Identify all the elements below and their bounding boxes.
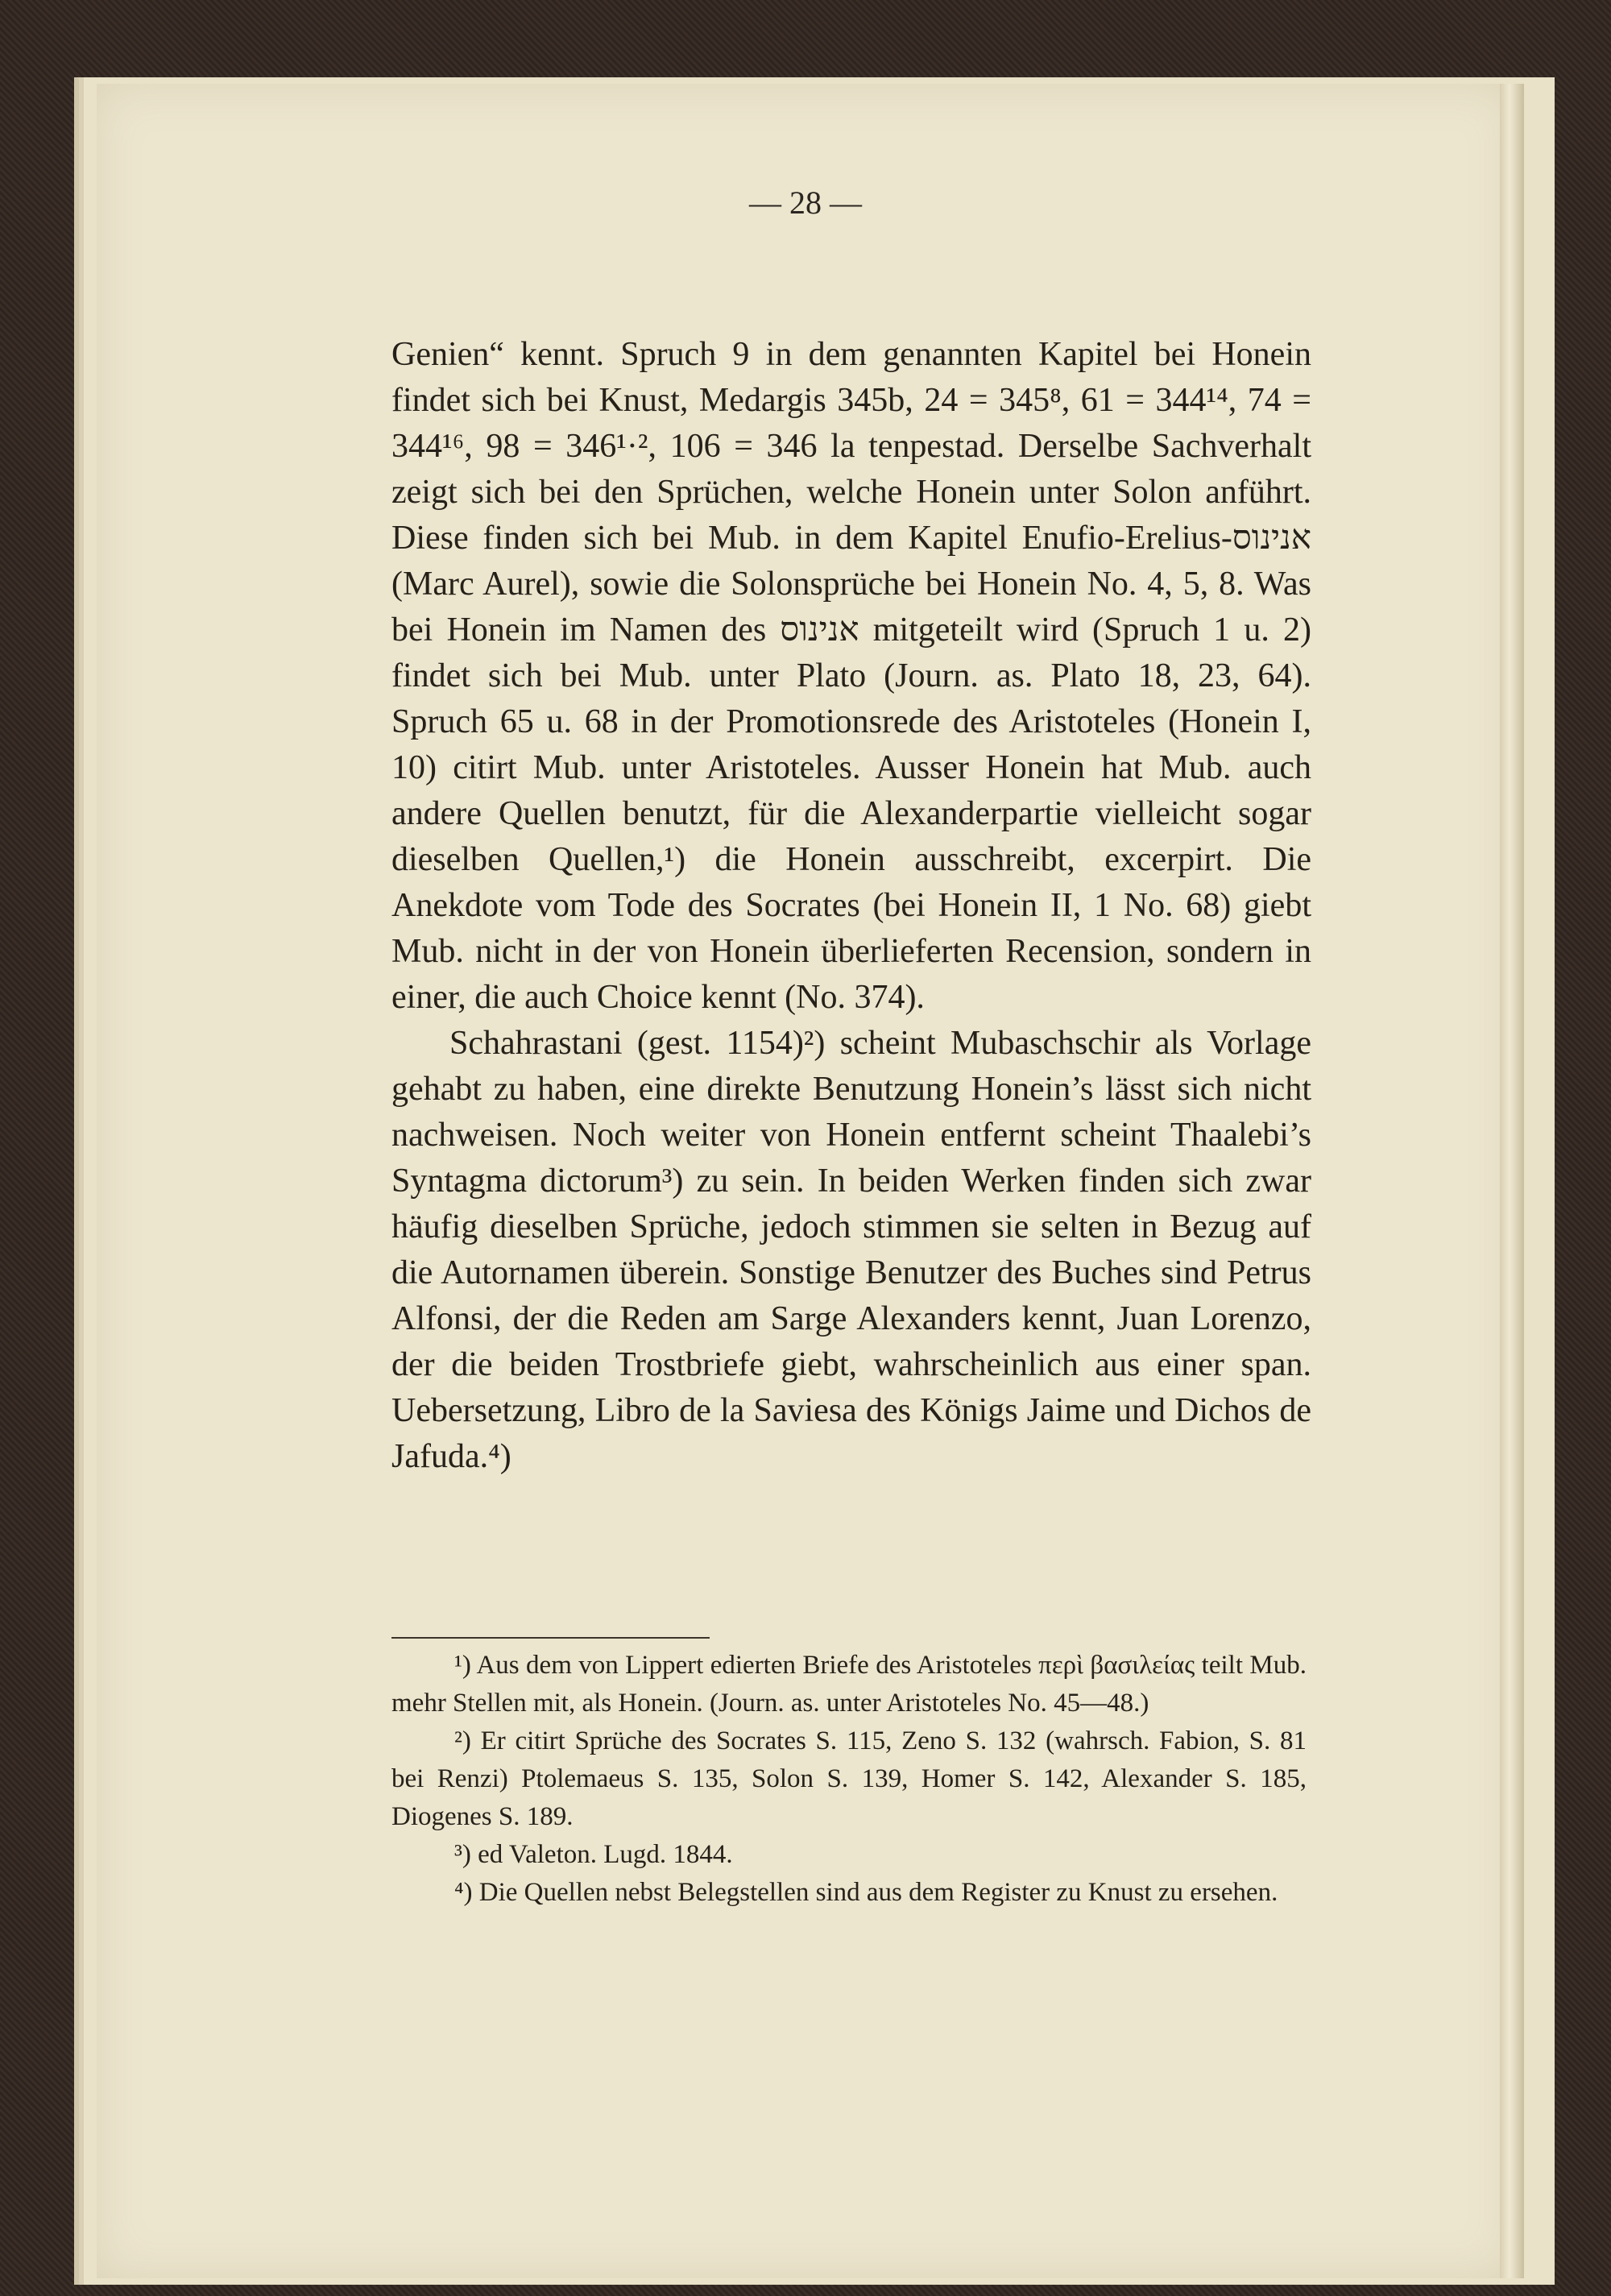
footnote-4: ⁴) Die Quellen nebst Belegstellen sind aus dem Register zu Knust zu ersehen. xyxy=(454,1878,1278,1907)
body-text xyxy=(391,332,1311,1480)
footnote-1: ¹) Aus dem von Lippert edierten Briefe des Aristoteles περὶ βασιλείας teilt Mub. mehr Stellen mit, als Honein. (Journ. as. unter Aristoteles No. 45—48.) xyxy=(391,1651,1307,1718)
paragraph-2: Schahrastani (gest. 1154)²) scheint Mubaschschir als Vorlage gehabt zu haben, eine direkte Benutzung Honein’s lässt sich nicht nachweisen. Noch weiter von Honein entfernt scheint Thaalebi’s Syntagma dictorum³) zu sein. In beiden Werken finden sich zwar häufig dieselben Sprüche, jedoch stimmen sie selten in Bezug auf die Autornamen überein. Sonstige Benutzer des Buches sind Petrus Alfonsi, der die Reden am Sarge Alexanders kennt, Juan Lorenzo, der die beiden Trostbriefe giebt, wahrscheinlich aus einer span. Uebersetzung, Libro de la Saviesa des Königs Jaime und Dichos de Jafuda.⁴) xyxy=(391,1025,1311,1475)
footnote-rule xyxy=(391,1637,710,1639)
page-edge xyxy=(1500,84,1524,2278)
page-number: — 28 — xyxy=(749,184,862,221)
paragraph-1: Genien“ kennt. Spruch 9 in dem genannten Kapitel bei Honein findet sich bei Knust, Medargis 345b, 24 = 345⁸, 61 = 344¹⁴, 74 = 344¹⁶, 98 = 346¹·², 106 = 346 la tenpestad. Derselbe Sachverhalt zeigt sich bei den Sprüchen, welche Honein unter Solon anführt. Diese finden sich bei Mub. in dem Kapitel Enufio-Erelius-אנינוס (Marc Aurel), sowie die Solonsprüche bei Honein No. 4, 5, 8. Was bei Honein im Namen des אנינוס mitgeteilt wird (Spruch 1 u. 2) findet sich bei Mub. unter Plato (Journ. as. Plato 18, 23, 64). Spruch 65 u. 68 in der Promotionsrede des Aristoteles (Honein I, 10) citirt Mub. unter Aristoteles. Ausser Honein hat Mub. auch andere Quellen benutzt, für die Alexanderpartie vielleicht sogar dieselben Quellen,¹) die Honein ausschreibt, excerpirt. Die Anekdote vom Tode des Socrates (bei Honein II, 1 No. 68) giebt Mub. nicht in der von Honein überlieferten Recension, sondern in einer, die auch Choice kennt (No. 374). xyxy=(391,336,1311,1016)
footnote-3: ³) ed Valeton. Lugd. 1844. xyxy=(454,1840,733,1869)
footnotes xyxy=(391,1647,1307,1912)
footnote-2: ²) Er citirt Sprüche des Socrates S. 115, Zeno S. 132 (wahrsch. Fabion, S. 81 bei Renzi) Ptolemaeus S. 135, Solon S. 139, Homer S. 142, Alexander S. 185, Diogenes S. 189. xyxy=(391,1726,1307,1831)
